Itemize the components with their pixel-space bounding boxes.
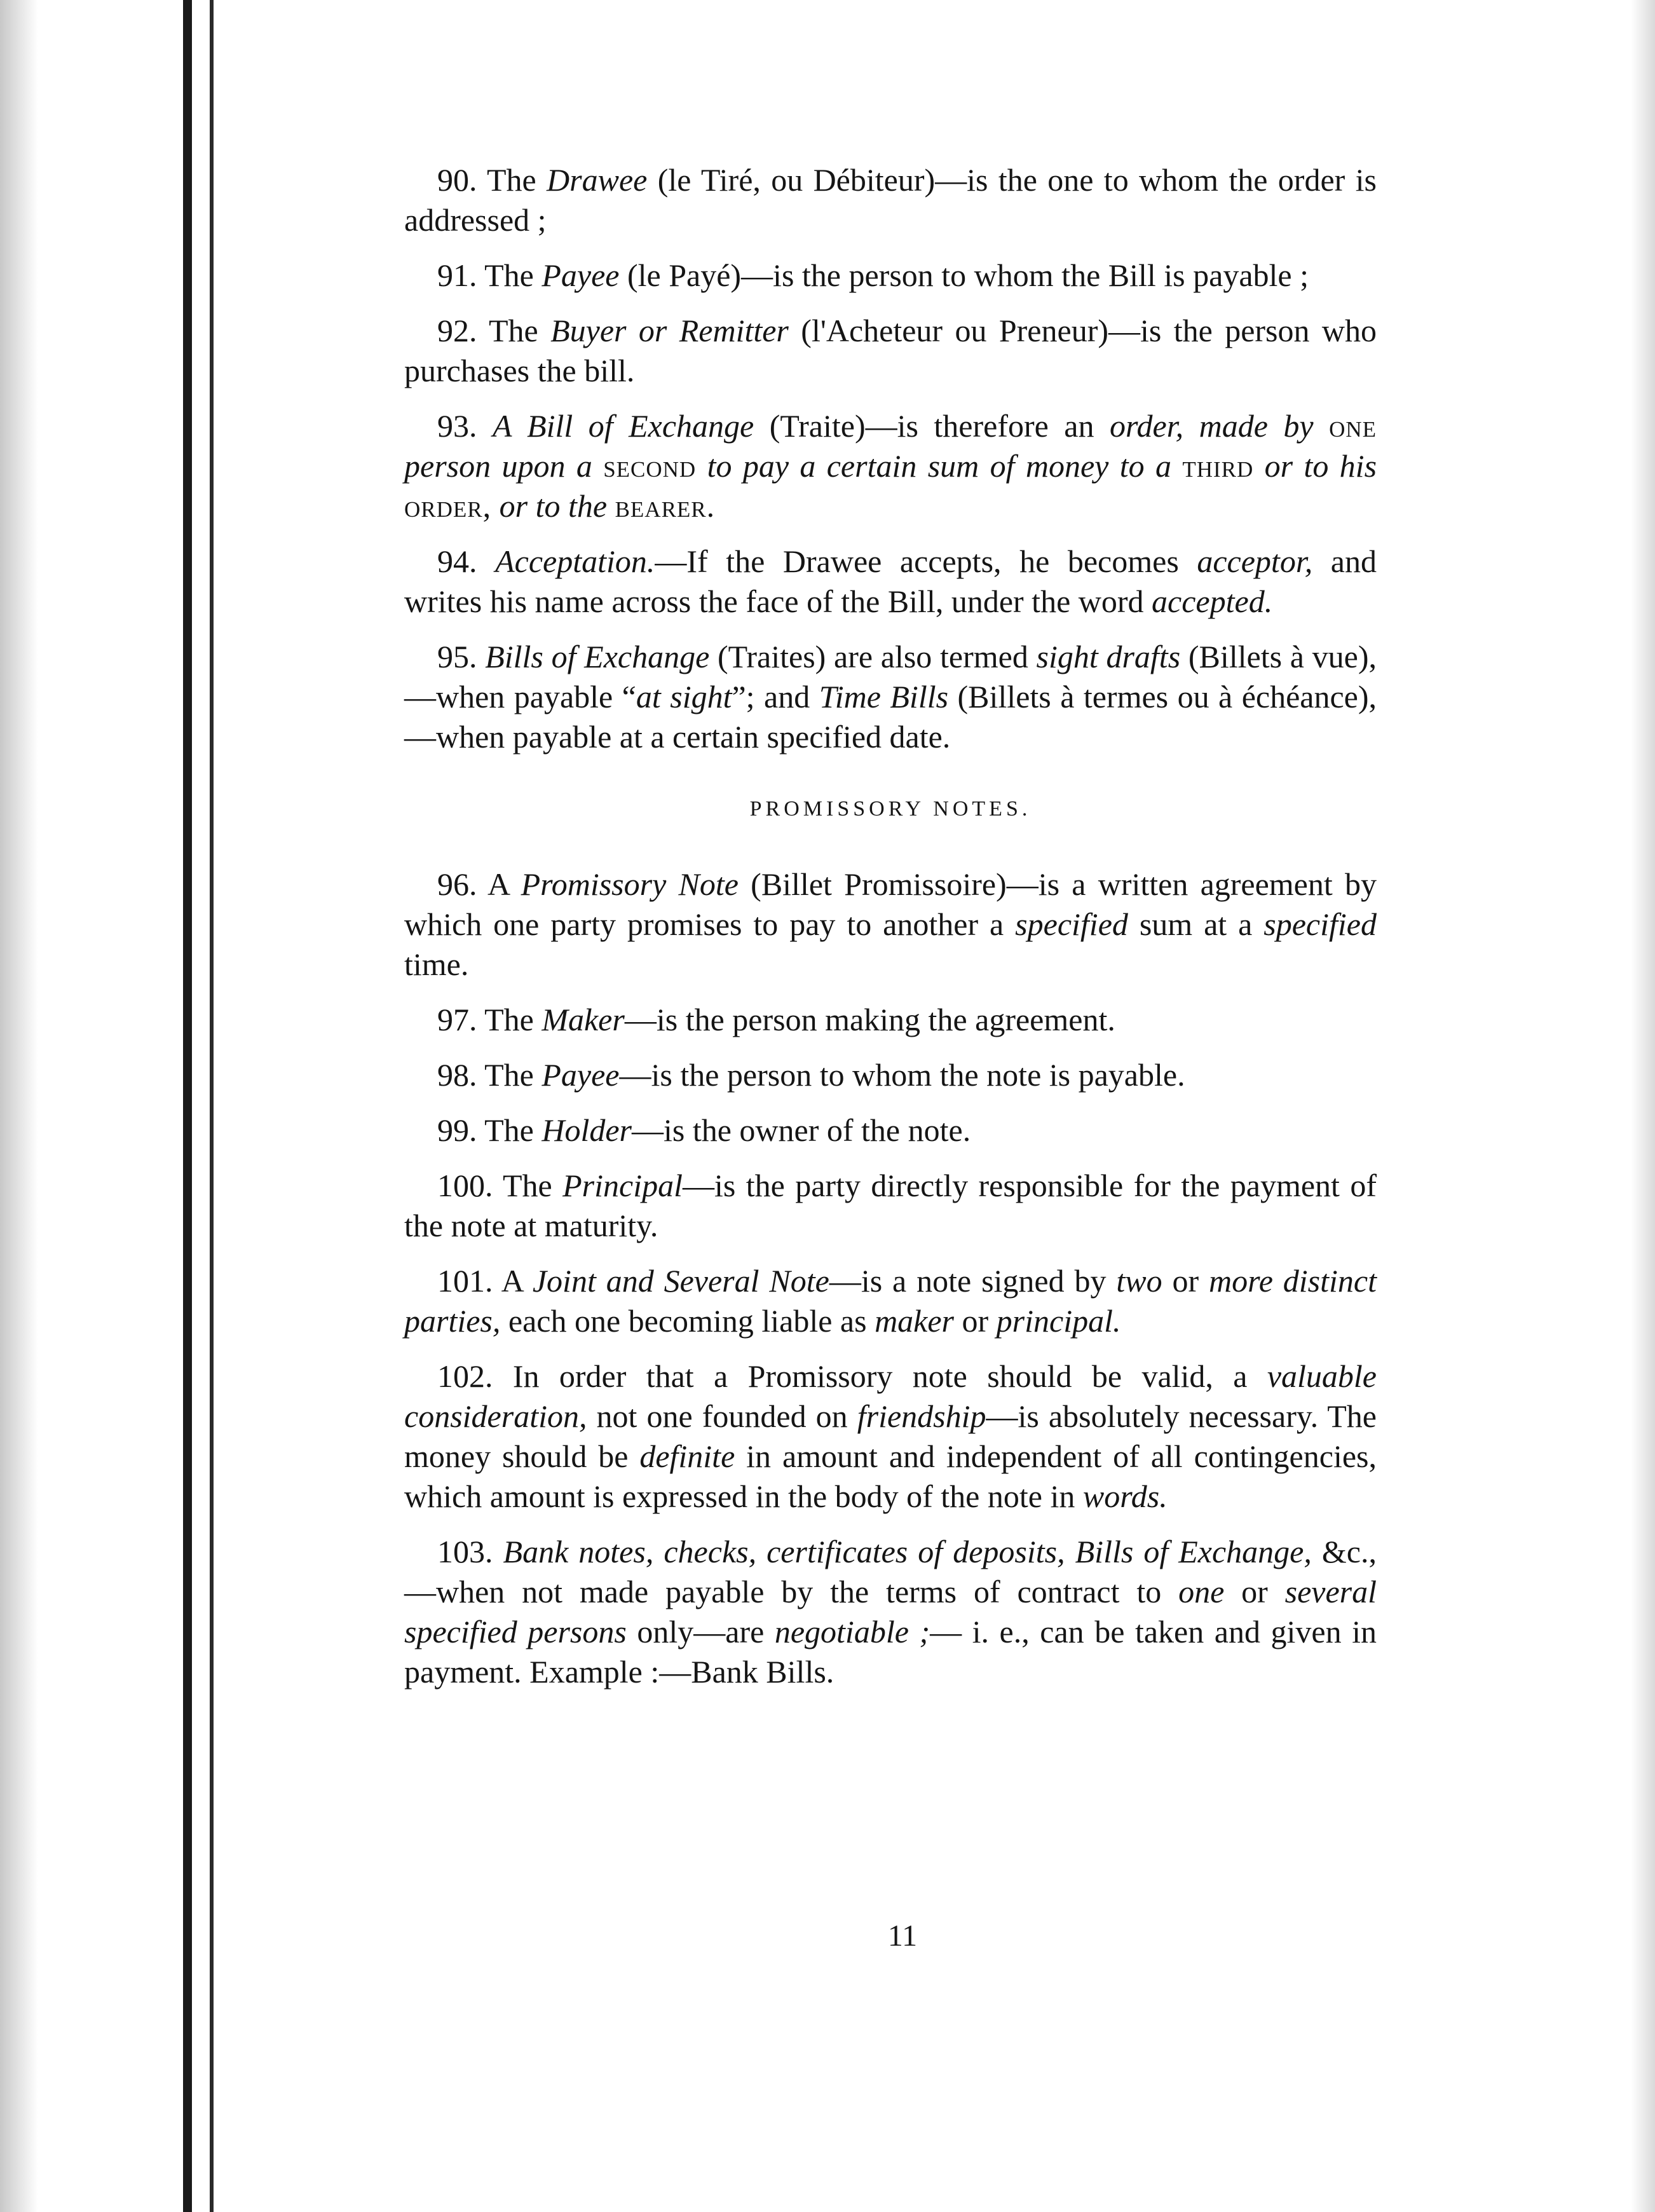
paragraph-97 [404, 1000, 1377, 1040]
italic-term: specified [1263, 906, 1377, 942]
text-run: or [954, 1303, 997, 1339]
text-run: (Traites) are also termed [709, 639, 1037, 674]
italic-term: or to the [499, 488, 608, 524]
paragraph-number: 95. [437, 639, 477, 674]
italic-term: friendship [857, 1398, 986, 1434]
small-caps-term: bearer. [615, 488, 716, 524]
page-shadow [0, 0, 38, 2212]
text-run: not one founded on [587, 1398, 857, 1434]
italic-term: Holder [541, 1112, 632, 1148]
italic-term: Promissory Note [521, 866, 739, 902]
paragraph-90 [404, 160, 1377, 240]
paragraph-number: 100. [437, 1168, 493, 1203]
italic-term: principal. [996, 1303, 1121, 1339]
text-run: (l'Acheteur ou Preneur)—is the person who purchases the bill. [404, 313, 1377, 388]
italic-term: several specified persons [404, 1574, 1377, 1649]
italic-term: Bank notes, checks, certificates of deposits, Bills of Exchange, [503, 1534, 1312, 1569]
paragraph-number: 98. [437, 1057, 477, 1093]
paragraph-number: 103. [437, 1534, 493, 1569]
italic-term: at sight [636, 679, 732, 714]
text-run: (Billets à termes ou à échéance),—when payable at a certain specified date. [404, 679, 1377, 754]
text-run: (Traite)—is therefore an [754, 408, 1110, 444]
italic-term: accepted. [1152, 584, 1273, 619]
text-run [696, 448, 707, 484]
italic-term: sight drafts [1036, 639, 1181, 674]
text-run: in amount and independent of all contingencies, which amount is expressed in the body of the note in [404, 1438, 1377, 1514]
text-run: (Billet Promissoire)—is a written agreement by which one party promises to pay to another a [404, 866, 1377, 942]
text-run: —If the Drawee accepts, he becomes [655, 543, 1197, 579]
binding-edge [183, 0, 192, 2212]
paragraph-number: 102. [437, 1358, 493, 1394]
italic-term: maker [875, 1303, 955, 1339]
text-run: ”; and [732, 679, 819, 714]
text-run [592, 448, 603, 484]
italic-term: more distinct parties, [404, 1263, 1377, 1339]
text-run: The [484, 1112, 542, 1148]
italic-term: Principal [562, 1168, 683, 1203]
small-caps-term: third [1182, 448, 1254, 484]
paragraph-95 [404, 637, 1377, 757]
italic-term: Time Bills [819, 679, 949, 714]
text-run [1171, 448, 1182, 484]
paragraph-103 [404, 1532, 1377, 1692]
italic-term: definite [639, 1438, 735, 1474]
text-run: only—are [626, 1614, 775, 1649]
text-run: The [486, 162, 547, 198]
text-run: The [484, 1002, 542, 1037]
paragraph-94 [404, 542, 1377, 622]
italic-term: Acceptation. [495, 543, 655, 579]
promissory-notes-section [404, 864, 1377, 1692]
paragraph-92 [404, 311, 1377, 391]
italic-term: one [1178, 1574, 1225, 1609]
italic-term: Maker [541, 1002, 625, 1037]
paragraph-101 [404, 1261, 1377, 1341]
italic-term: order, made by [1109, 408, 1314, 444]
italic-term: Buyer or Remitter [550, 313, 789, 348]
paragraph-number: 90. [437, 162, 477, 198]
text-run: and writes his name across the face of the Bill, under the word [404, 543, 1377, 619]
text-run: The [484, 257, 542, 293]
text-run: (le Tiré, ou Débiteur)—is the one to whom the order is addressed ; [404, 162, 1377, 238]
italic-term: Bills of Exchange [485, 639, 710, 674]
text-run [1253, 448, 1264, 484]
paragraph-102 [404, 1356, 1377, 1517]
paragraph-number: 96. [437, 866, 477, 902]
text-run: —is the person to whom the note is payable. [619, 1057, 1185, 1093]
paragraph-number: 93. [437, 408, 477, 444]
page-text [404, 160, 1377, 1707]
page-number: 11 [887, 1919, 918, 1953]
italic-term: Payee [541, 257, 620, 293]
small-caps-term: order, [404, 488, 492, 524]
text-run [1314, 408, 1329, 444]
bills-section [404, 160, 1377, 757]
italic-term: Payee [541, 1057, 620, 1093]
small-caps-term: one [1329, 408, 1377, 444]
italic-term: person upon a [404, 448, 592, 484]
paragraph-number: 101. [437, 1263, 493, 1299]
text-run [607, 488, 615, 524]
text-run: each one becoming liable as [500, 1303, 875, 1339]
italic-term: negotiable ; [774, 1614, 930, 1649]
small-caps-term: second [603, 448, 697, 484]
paragraph-number: 94. [437, 543, 477, 579]
paragraph-number: 99. [437, 1112, 477, 1148]
italic-term: specified [1015, 906, 1128, 942]
text-run: &c.,—when not made payable by the terms of contract to [404, 1534, 1377, 1609]
text-run [491, 488, 500, 524]
text-run: time. [404, 946, 469, 982]
paragraph-98 [404, 1055, 1377, 1095]
text-run: or [1162, 1263, 1209, 1299]
italic-term: two [1116, 1263, 1162, 1299]
paragraph-93 [404, 406, 1377, 526]
text-run: sum at a [1127, 906, 1264, 942]
text-run: —is the person making the agreement. [624, 1002, 1115, 1037]
italic-term: words. [1082, 1478, 1168, 1514]
text-run: or [1224, 1574, 1285, 1609]
text-run: The [503, 1168, 563, 1203]
italic-term: Joint and Several Note [532, 1263, 829, 1299]
italic-term: acceptor, [1197, 543, 1313, 579]
paragraph-number: 92. [437, 313, 477, 348]
text-run: In order that a Promissory note should be valid, a [512, 1358, 1267, 1394]
italic-term: or to his [1264, 448, 1377, 484]
paragraph-100 [404, 1166, 1377, 1246]
text-run: (le Payé)—is the person to whom the Bill is payable ; [619, 257, 1309, 293]
text-run: A [501, 1263, 533, 1299]
page-right-edge [1631, 0, 1655, 2212]
italic-term: valuable consideration, [404, 1358, 1377, 1434]
paragraph-91 [404, 256, 1377, 296]
paragraph-number: 97. [437, 1002, 477, 1037]
text-run: —is the owner of the note. [632, 1112, 971, 1148]
text-run: — i. e., can be taken and given in payment. Example :—Bank Bills. [404, 1614, 1377, 1690]
text-run: A [487, 866, 521, 902]
text-run: —is absolutely necessary. The money should be [404, 1398, 1377, 1474]
text-run: —is a note signed by [829, 1263, 1117, 1299]
text-run: The [488, 313, 551, 348]
italic-term: Drawee [547, 162, 648, 198]
section-heading: PROMISSORY NOTES. [749, 797, 1032, 821]
italic-term: A Bill of Exchange [492, 408, 754, 444]
text-run: (Billets à vue),—when payable “ [404, 639, 1377, 714]
paragraph-96 [404, 864, 1377, 985]
paragraph-number: 91. [437, 257, 477, 293]
italic-term: to pay a certain sum of money to a [707, 448, 1171, 484]
text-run: The [484, 1057, 542, 1093]
text-run: —is the party directly responsible for the payment of the note at maturity. [404, 1168, 1377, 1243]
paragraph-99 [404, 1110, 1377, 1150]
